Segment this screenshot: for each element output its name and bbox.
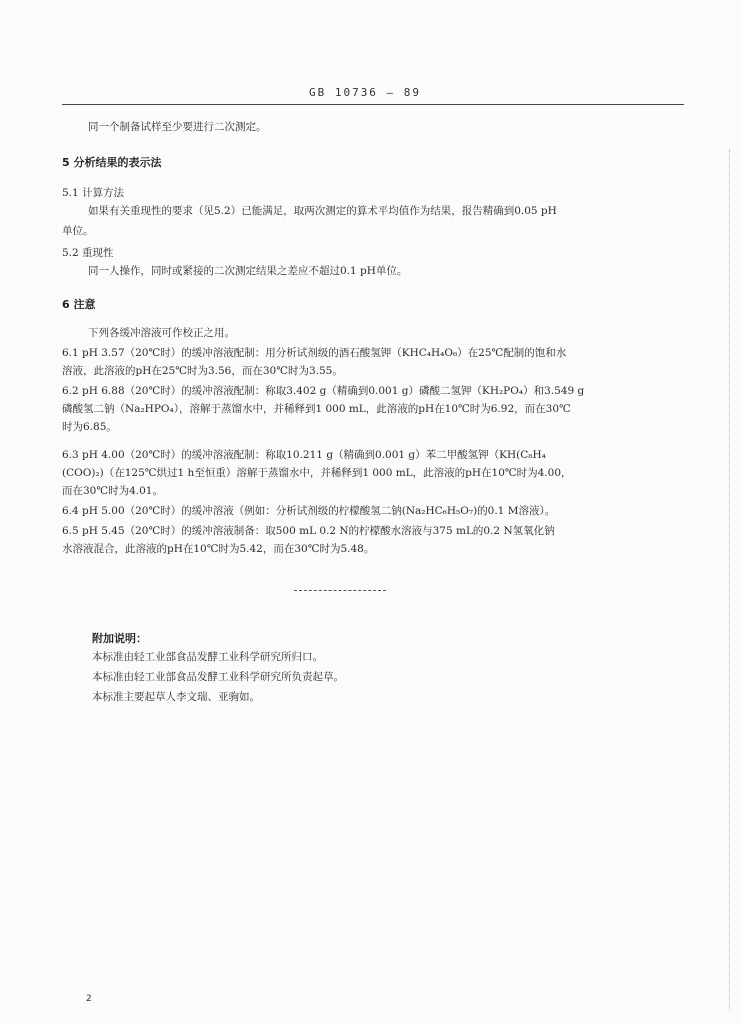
section-divider	[294, 590, 386, 591]
item-6-3-line-2: (COO)₂)（在125℃烘过1 h至恒重）溶解于蒸馏水中，并稀释到1 000 mL，此溶液的pH在10℃时为4.00，	[62, 467, 572, 479]
section-5-1-line-2: 单位。	[62, 225, 94, 237]
item-6-1-line-2: 溶液，此溶液的pH在25℃时为3.56，而在30℃时为3.55。	[62, 365, 343, 377]
item-6-1-line-1: 6.1 pH 3.57（20℃时）的缓冲溶液配制：用分析试剂级的酒石酸氢钾（KHC₄H₄O₆）在25℃配制的饱和水	[62, 347, 567, 359]
section-6-intro: 下列各缓冲溶液可作校正之用。	[88, 327, 235, 339]
notes-title: 附加说明：	[92, 632, 147, 645]
item-6-5-line-2: 水溶液混合，此溶液的pH在10℃时为5.42，而在30℃时为5.48。	[62, 543, 375, 555]
intro-line: 同一个制备试样至少要进行二次测定。	[88, 121, 267, 133]
notes-line-3: 本标准主要起草人李文瑞、亚驹如。	[92, 691, 260, 703]
item-6-2-line-2: 磷酸氢二钠（Na₂HPO₄），溶解于蒸馏水中，并稀释到1 000 mL，此溶液的pH在10℃时为6.92，而在30℃	[62, 403, 571, 415]
header-rule	[62, 104, 684, 105]
notes-line-1: 本标准由轻工业部食品发酵工业科学研究所归口。	[92, 651, 323, 663]
scan-edge-mark	[729, 150, 731, 1010]
section-5-1-title: 5.1 计算方法	[62, 187, 125, 199]
section-5-2-title: 5.2 重现性	[62, 247, 114, 259]
notes-line-2: 本标准由轻工业部食品发酵工业科学研究所负责起草。	[92, 671, 344, 683]
item-6-4-line-1: 6.4 pH 5.00（20℃时）的缓冲溶液（例如：分析试剂级的柠檬酸氢二钠(Na₂HC₆H₅O₇)的0.1 M溶液）。	[62, 505, 556, 517]
section-5-1-line-1: 如果有关重现性的要求（见5.2）已能满足，取两次测定的算术平均值作为结果，报告精确到0.05 pH	[88, 205, 557, 217]
item-6-3-line-3: 而在30℃时为4.01。	[62, 485, 163, 497]
section-5-2-line-1: 同一人操作，同时或紧接的二次测定结果之差应不超过0.1 pH单位。	[88, 265, 408, 277]
section-5-title: 5 分析结果的表示法	[62, 156, 162, 169]
section-6-title: 6 注意	[62, 298, 96, 311]
item-6-2-line-3: 时为6.85。	[62, 421, 117, 433]
standard-code: GB 10736 — 89	[308, 86, 422, 99]
item-6-5-line-1: 6.5 pH 5.45（20℃时）的缓冲溶液制备：取500 mL 0.2 N的柠檬酸水溶液与375 mL的0.2 N氢氧化钠	[62, 525, 555, 537]
page-number: 2	[86, 994, 92, 1004]
item-6-3-line-1: 6.3 pH 4.00（20℃时）的缓冲溶液配制：称取10.211 g（精确到0.001 g）苯二甲酸氢钾（KH(C₈H₄	[62, 449, 546, 461]
item-6-2-line-1: 6.2 pH 6.88（20℃时）的缓冲溶液配制：称取3.402 g（精确到0.001 g）磷酸二氢钾（KH₂PO₄）和3.549 g	[62, 385, 585, 397]
